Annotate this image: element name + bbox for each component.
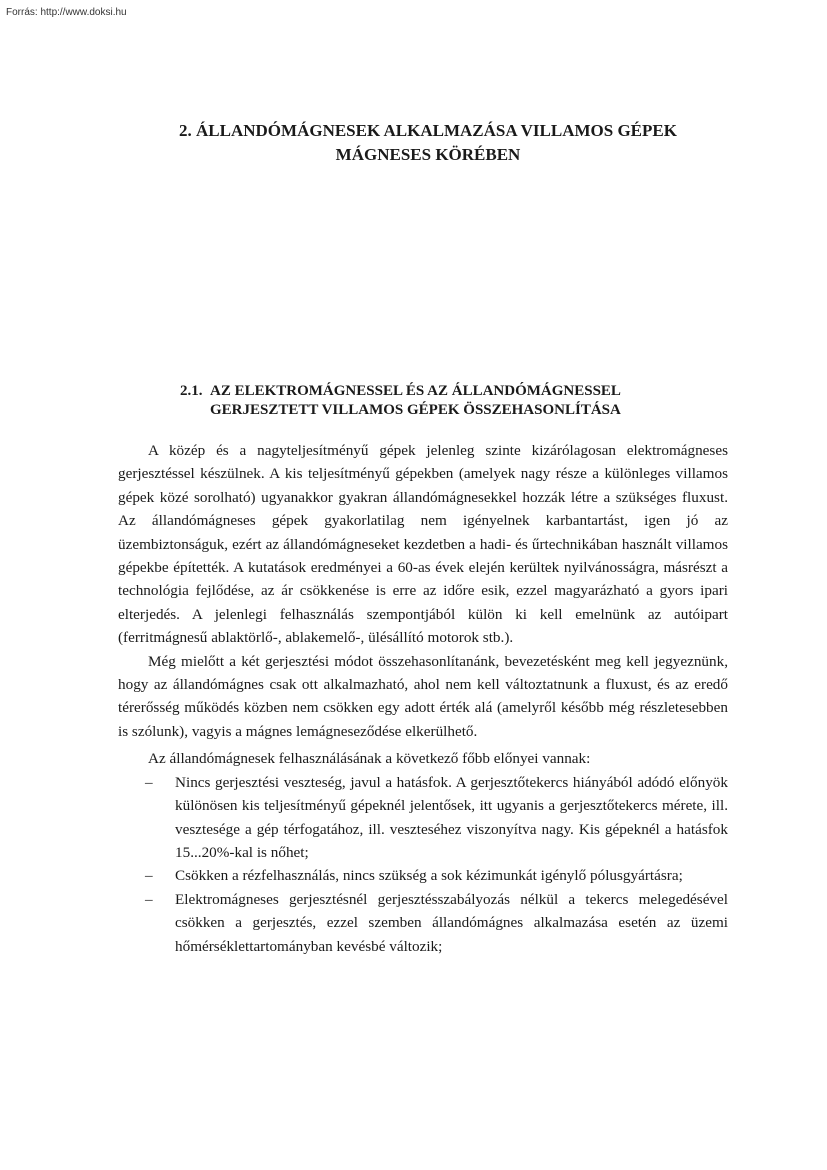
paragraph: Az állandómágnesek felhasználásának a következő főbb előnyei vannak: — [148, 750, 591, 768]
section-title-line2: GERJESZTETT VILLAMOS GÉPEK ÖSSZEHASONLÍTÁSA — [210, 402, 621, 418]
section-number: 2.1. — [180, 383, 203, 399]
source-url: Forrás: http://www.doksi.hu — [6, 7, 127, 18]
list-dash: – — [145, 867, 153, 885]
paragraph: Még mielőtt a két gerjesztési módot összehasonlítanánk, bevezetésként meg kell jegyeznünk, hogy az állandómágnes csak ott alkalmazható, ahol nem kell változtatnunk a fluxust, és az eredő térerősség működés közben nem csökken egy adott érték alá (amelyről később még részletesebben is szólunk), vagyis a mágnes lemágneseződése elkerülhető. — [118, 652, 728, 740]
list-item — [118, 864, 728, 887]
section-title-line1: AZ ELEKTROMÁGNESSEL ÉS AZ ÁLLANDÓMÁGNESSEL — [210, 383, 621, 399]
chapter-title-line1: 2. ÁLLANDÓMÁGNESEK ALKALMAZÁSA VILLAMOS GÉPEK — [179, 121, 677, 140]
advantages-list — [118, 771, 728, 958]
list-item — [118, 771, 728, 865]
body-text — [118, 439, 728, 958]
chapter-title — [118, 119, 738, 167]
list-item-text: Csökken a rézfelhasználás, nincs szükség a sok kézimunkát igénylő pólusgyártásra; — [175, 867, 683, 885]
paragraph: A közép és a nagyteljesítményű gépek jelenleg szinte kizárólagosan elektromágneses gerjesztéssel készülnek. A kis teljesítményű gépekben (amelyek nagy része a különleges villamos gépek közé sorolható) ugyanakkor gyakran állandómágnesekkel hozzák létre a szükséges fluxust. Az állandómágneses gépek gyakorlatilag nem igényelnek karbantartást, igen jó az üzembiztonságuk, ezért az állandómágneseket kezdetben a hadi- és űrtechnikában használt villamos gépekbe építették. A kutatások eredményei a 60-as évek elején kerültek nyilvánosságra, másrészt a technológia fejlődése, az ár csökkenése is erre az időre esik, ezzel magyarázható a gyors ipari elterjedés. A jelenlegi felhasználás szempontjából külön ki kell emelnünk az autóipart (ferritmágnesű ablaktörlő-, ablakemelő-, ülésállító motorok stb.). — [118, 442, 728, 647]
list-item-text: Nincs gerjesztési veszteség, javul a hatásfok. A gerjesztőtekercs hiányából adódó előnyök különösen kis teljesítményű gépeknél jelentősek, itt ugyanis a gerjesztőtekercs mérete, ill. vesztesége a gép térfogatához, ill. veszteséhez viszonyítva nagy. Kis gépeknél a hatásfok 15...20%-kal is nőhet; — [175, 773, 728, 861]
list-dash: – — [145, 773, 153, 791]
section-title — [180, 382, 740, 420]
list-dash: – — [145, 890, 153, 908]
list-item-text: Elektromágneses gerjesztésnél gerjesztésszabályozás nélkül a tekercs melegedésével csökken a gerjesztés, ezzel szemben állandómágnes alkalmazása esetén az üzemi hőmérséklettartományban kevésbé változik; — [175, 890, 728, 955]
chapter-title-line2: MÁGNESES KÖRÉBEN — [335, 145, 521, 164]
list-item — [118, 888, 728, 958]
